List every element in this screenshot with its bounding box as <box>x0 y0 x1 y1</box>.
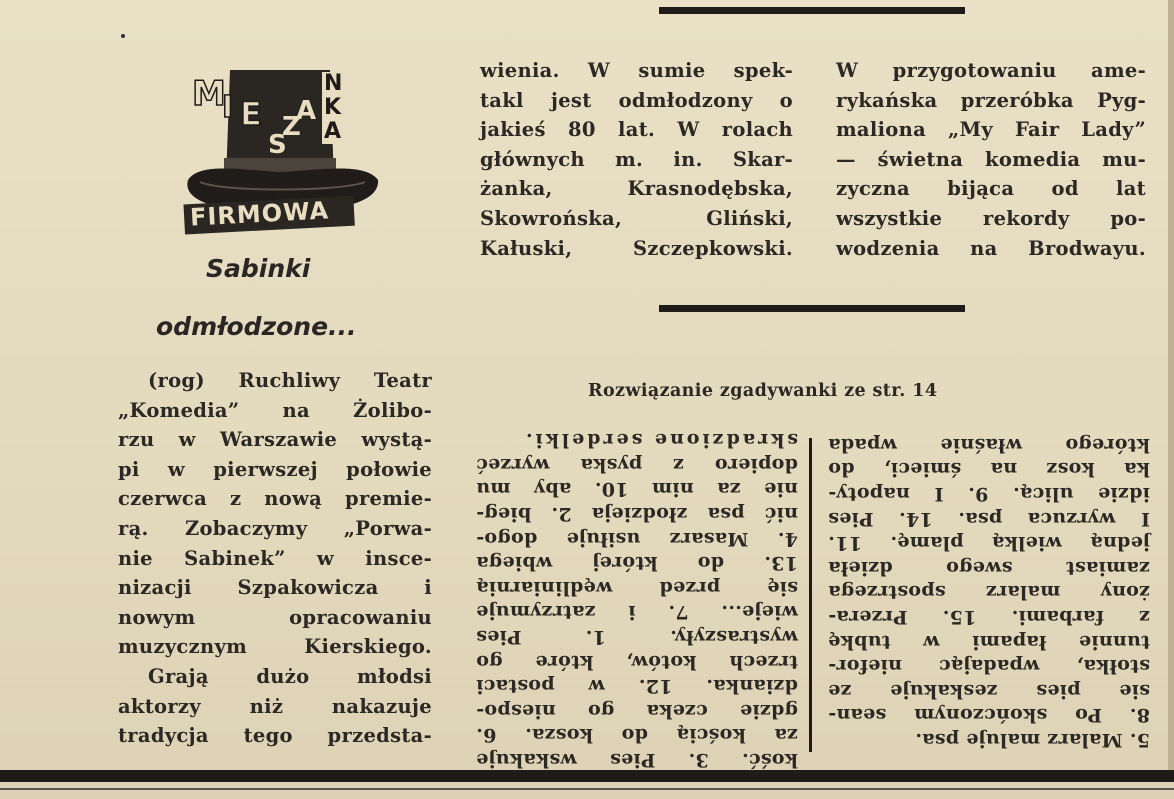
text-line: rzu w Warszawie wystą- <box>118 428 432 452</box>
article-title-line1: Sabinki <box>206 254 311 283</box>
text-line: I wyrzuca psa. 14. Pies <box>828 507 1150 530</box>
text-line: żanka, Krasnodębska, <box>480 177 793 201</box>
text-line: z farbami. 15. Przera- <box>828 606 1150 629</box>
logo-letters-right: N K A <box>324 71 343 144</box>
text-line: Skowrońska, Gliński, <box>480 206 793 230</box>
text-line: nowym opracowaniu <box>118 605 432 629</box>
text-line: za kością do kosza. 6. <box>476 724 798 747</box>
text-line: idzie ulicą. 9. I napoty- <box>828 483 1150 506</box>
solution-upside-down-block <box>472 429 1150 771</box>
text-line: takl jest odmłodzony o <box>480 88 793 112</box>
text-line: gdzie czeka go niespo- <box>476 699 798 722</box>
text-line: rykańska przeróbka Pyg- <box>836 88 1146 112</box>
mieszanka-firmowa-logo: M I E S Z A N K A FIRMOWA <box>180 62 385 237</box>
text-line: tradycja tego przedsta- <box>118 724 432 748</box>
column-separator-rule <box>659 305 965 312</box>
text-line: tunnie łapami w tubkę <box>828 630 1150 653</box>
text-line: wszystkie rekordy po- <box>836 206 1146 230</box>
logo-brim-text: FIRMOWA <box>189 196 330 232</box>
text-line: maliona „My Fair Lady” <box>836 118 1146 142</box>
text-line: 4. Masarz usiłuje dogo- <box>476 527 798 550</box>
text-line: pi w pierwszej połowie <box>118 457 432 481</box>
solution-column-b <box>476 428 798 772</box>
text-line: muzycznym Kierskiego. <box>118 635 432 659</box>
text-line: żony malarz spostrzega <box>828 581 1150 604</box>
text-line: zyczna bijąca od lat <box>836 177 1146 201</box>
text-line: głównych m. in. Skar- <box>480 147 793 171</box>
text-line: kość. 3. Pies wskakuje <box>476 749 798 771</box>
text-line: dzianka. 12. w postaci <box>476 675 798 698</box>
text-line: 5. Malarz maluje psa. <box>915 729 1150 751</box>
solution-header: Rozwiązanie zgadywanki ze str. 14 <box>588 381 938 401</box>
text-line: się przed wędliniarnią <box>476 576 798 599</box>
article-column-1 <box>118 366 432 751</box>
text-line: Kałuski, Szczepkowski. <box>480 236 793 260</box>
text-line: zamiast swego dzieła <box>828 556 1150 579</box>
text-line: 13. do której wbiega <box>476 552 798 575</box>
text-line: dopiero z pyska wyrzeć <box>476 453 798 476</box>
right-edge-shadow <box>1168 0 1174 770</box>
text-line: Grają dużo młodsi <box>148 664 432 688</box>
solution-column-a <box>828 432 1150 752</box>
text-line: (rog) Ruchliwy Teatr <box>148 369 432 392</box>
text-line: skradzione serdelki. <box>522 429 798 452</box>
article-title-line2: odmłodzone... <box>156 312 357 341</box>
text-line: wienia. W sumie spek- <box>480 59 793 82</box>
text-line: wystraszyły. 1. Pies <box>476 626 798 649</box>
text-line: nizacji Szpakowicza i <box>118 576 432 600</box>
text-line: nie Sabinek” w insce- <box>118 546 432 570</box>
text-line: nie za nim 10. aby mu <box>476 478 798 501</box>
text-line: „Komedia” na Żolibo- <box>118 398 432 422</box>
text-line: nić psa złodzieja 2. bieg- <box>476 503 798 526</box>
text-line: którego właśnie wpada <box>828 433 1150 456</box>
text-line: czerwca z nową premie- <box>118 487 432 511</box>
text-line: trzech kotów, które go <box>476 650 798 673</box>
text-line: wieje... 7. i zatrzymuje <box>476 601 798 624</box>
text-line: jakieś 80 lat. W rolach <box>480 118 793 142</box>
text-line: wodzenia na Brodwayu. <box>836 236 1146 260</box>
text-line: aktorzy niż nakazuje <box>118 694 432 718</box>
text-line: rą. Zobaczymy „Porwa- <box>118 516 432 540</box>
solution-column-divider <box>809 438 812 752</box>
speck <box>121 34 125 38</box>
article-column-2 <box>480 56 793 263</box>
text-line: sie pies zeskakuje ze <box>828 679 1150 702</box>
text-line: jedną wielką plamę. 11. <box>828 532 1150 555</box>
text-line: stołka, wpadając niefor- <box>828 655 1150 678</box>
bottom-thin-rule <box>0 788 1174 790</box>
text-line: ka kosz na śmieci, do <box>828 458 1150 481</box>
text-line: — świetna komedia mu- <box>836 147 1146 171</box>
text-line: W przygotowaniu ame- <box>836 59 1146 82</box>
text-line: 8. Po skończonym sean- <box>828 704 1150 727</box>
top-rule <box>659 7 965 14</box>
article-column-3 <box>836 56 1146 263</box>
